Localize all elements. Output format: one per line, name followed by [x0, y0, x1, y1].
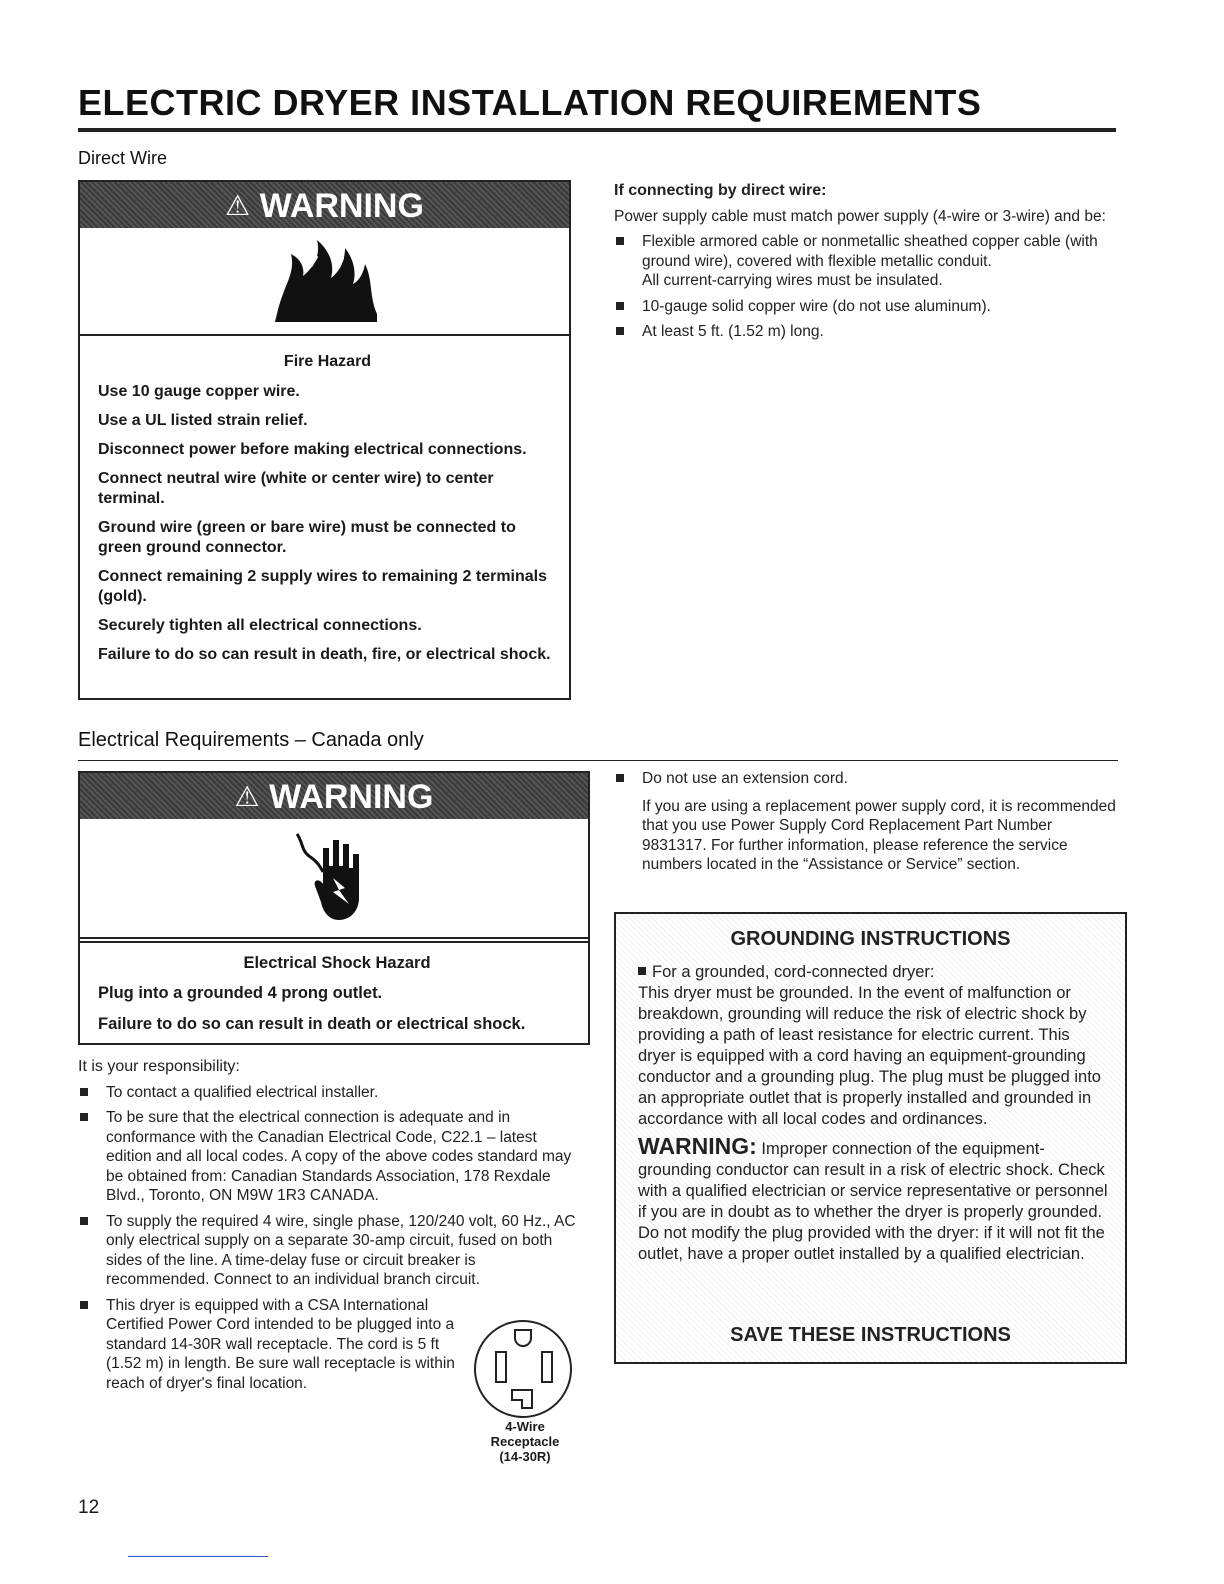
list-item: At least 5 ft. (1.52 m) long. [614, 322, 1114, 342]
shock-warning-box [78, 771, 590, 1045]
canada-heading: Electrical Requirements – Canada only [78, 729, 424, 751]
responsibility-heading: It is your responsibility: [78, 1058, 240, 1075]
fire-warning-box [78, 180, 571, 700]
shock-icon-row [80, 819, 588, 939]
page-title: ELECTRIC DRYER INSTALLATION REQUIREMENTS [78, 82, 982, 123]
hazard-line: Failure to do so can result in death or electrical shock. [98, 1015, 526, 1033]
list-item: This dryer is equipped with a CSA International Certified Power Cord intended to be plugged into a standard 14-30R wall receptacle. The cord is 5 ft (1.52 m) in length. Be sure wall receptacle is within reach of dryer's final location. [78, 1296, 456, 1394]
direct-wire-instructions [614, 181, 1114, 348]
hazard-line: Connect neutral wire (white or center wire) to center terminal. [98, 470, 494, 507]
hazard-line: Failure to do so can result in death, fire, or electrical shock. [98, 646, 551, 663]
grounding-paragraph: This dryer must be grounded. In the event of malfunction or breakdown, grounding will reduce the risk of electric shock by providing a path of least resistance for electric current. This dryer is equipped with a cord having an equipment-grounding conductor and a grounding plug. The plug must be plugged into an appropriate outlet that is properly installed and grounded in accordance with all local codes and ordinances. [638, 984, 1101, 1128]
list-item: 10-gauge solid copper wire (do not use aluminum). [614, 297, 1114, 317]
shock-hazard-title: Electrical Shock Hazard [243, 954, 431, 972]
caption-line: Receptacle [490, 1434, 560, 1449]
fire-hazard-title: Fire Hazard [283, 353, 372, 370]
warning-triangle-icon: ⚠ [234, 781, 260, 812]
grounding-bullet: For a grounded, cord-connected dryer: [652, 963, 935, 981]
hazard-line: Securely tighten all electrical connections. [98, 617, 422, 634]
extension-cord-section [614, 769, 1119, 875]
grounding-body [638, 962, 1111, 1265]
save-instructions: SAVE THESE INSTRUCTIONS [730, 1324, 1011, 1346]
list-item: Flexible armored cable or nonmetallic sheathed copper cable (with ground wire), covered with flexible metallic conduit. [614, 232, 1114, 271]
hazard-line: Use a UL listed strain relief. [98, 412, 308, 429]
caption-line: 4-Wire [505, 1419, 545, 1434]
grounding-instructions-box [614, 912, 1127, 1364]
direct-wire-intro: Power supply cable must match power supply (4-wire or 3-wire) and be: [614, 207, 1106, 225]
list-item: To be sure that the electrical connection is adequate and in conformance with the Canadian Electrical Code, C22.1 – latest edition and all local codes. A copy of the above codes standard may be obtained from: Canadian Standards Association, 178 Rexdale Blvd., Toronto, ON M9W 1R3 CANADA. [78, 1108, 583, 1206]
warning-banner [80, 182, 569, 228]
warning-banner [80, 773, 588, 819]
receptacle-caption [470, 1419, 580, 1464]
replacement-cord-paragraph: If you are using a replacement power supply cord, it is recommended that you use Power Supply Cord Replacement Part Number 9831317. For further information, please reference the service numbers located in the “Assistance or Service” section. [642, 797, 1116, 873]
title-rule [78, 128, 1116, 132]
direct-wire-heading: Direct Wire [78, 148, 167, 168]
fire-icon-row [80, 228, 569, 336]
hazard-line: Plug into a grounded 4 prong outlet. [98, 984, 383, 1002]
grounding-warning-word: WARNING: [638, 1133, 757, 1159]
direct-wire-subheading: If connecting by direct wire: [614, 182, 827, 199]
caption-line: (14-30R) [499, 1449, 551, 1464]
shock-hazard-text [98, 953, 576, 1043]
divider [80, 937, 588, 943]
hazard-line: Connect remaining 2 supply wires to remaining 2 terminals (gold). [98, 568, 547, 605]
grounding-warning-text: Improper connection of the equipment-grounding conductor can result in a risk of electric shock. Check with a qualified electrician or service representative or personnel if you are in doubt as to whether the dryer is properly grounded. Do not modify the plug provided with the dryer: if it will not fit the outlet, have a proper outlet installed by a qualified electrician. [638, 1140, 1108, 1263]
list-item: To supply the required 4 wire, single phase, 120/240 volt, 60 Hz., AC only electrical supply on a separate 30-amp circuit, fused on both sides of the line. A time-delay fuse or circuit breaker is recommended. Connect to an individual branch circuit. [78, 1212, 583, 1290]
hazard-line: Use 10 gauge copper wire. [98, 383, 300, 400]
warning-triangle-icon: ⚠ [225, 190, 251, 221]
warning-label: WARNING [259, 187, 424, 225]
grounding-title: GROUNDING INSTRUCTIONS [730, 928, 1011, 950]
list-item: Do not use an extension cord. [614, 769, 1119, 789]
bullet-square [638, 967, 646, 975]
receptacle-diagram [464, 1318, 582, 1420]
page-number: 12 [78, 1497, 100, 1518]
fire-hazard-text [98, 352, 557, 674]
warning-label: WARNING [269, 778, 434, 816]
electric-shock-icon [289, 828, 379, 928]
footer-line [128, 1556, 268, 1557]
list-item: To contact a qualified electrical installer. [78, 1083, 583, 1103]
hazard-line: Disconnect power before making electrical connections. [98, 441, 527, 458]
canada-rule [78, 760, 1118, 761]
fire-icon [265, 236, 385, 326]
hazard-line: Ground wire (green or bare wire) must be connected to green ground connector. [98, 519, 516, 556]
list-item-continuation: All current-carrying wires must be insulated. [642, 272, 943, 289]
